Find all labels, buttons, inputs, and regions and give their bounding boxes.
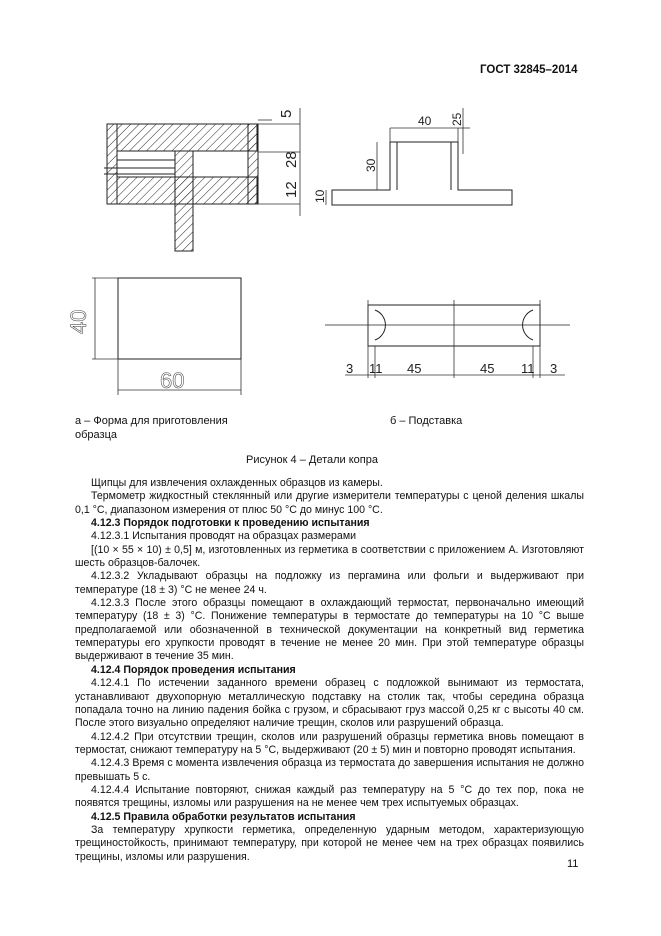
caption-a-line1: а – Форма для приготовления: [75, 415, 228, 427]
dim-b-r3: 45: [407, 361, 422, 376]
para-4: [(10 × 55 × 10) ± 0,5] м, изготовленных из герметика в соответствии с приложением А. Изготовляют шесть образцов-балочек.: [75, 543, 584, 570]
dim-b-40: 40: [418, 114, 432, 128]
dim-5: 5: [278, 109, 295, 118]
caption-a-line2: образца: [75, 429, 117, 441]
para-11: За температуру хрупкости герметика, определенную ударным методом, характеризующую трещиностойкость, принимают температуру, при которой не менее чем на трех образцах появились трещины, изломы или разрушения.: [75, 823, 584, 863]
para-6: 4.12.3.3 После этого образцы помещают в охлаждающий термостат, первоначально имеющий температуру (18 ± 3) °С. Понижение температуры в термостате до температуры на 10 °С выше предполагаемой или обозначенной в технической документации на конкретный вид герметика температуры его хрупкости проводят в течение не менее 20 мин. При этой температуре образцы выдерживают в течение 35 мин.: [75, 597, 584, 663]
para-9: 4.12.4.3 Время с момента извлечения образца из термостата до завершения испытания не должно превышать 5 с.: [75, 757, 584, 783]
dim-b-r4: 45: [480, 361, 495, 376]
dim-40: 40: [66, 309, 91, 334]
para-7: 4.12.4.1 По истечении заданного времени образец с подложкой вынимают из термостата, устанавливают двухопорную металлическую подставку на столик так, чтобы середина образца попадала точно на линию падения бойка с грузом, и сбрасывают груз массой 0,25 кг с высоты 40 см. После этого визуально определяют наличие трещин, сколов или разрушений образца.: [75, 677, 584, 730]
dim-b-r5: 11: [521, 361, 535, 376]
dim-b-25: 25: [450, 112, 464, 126]
caption-b: б – Подставка: [390, 415, 463, 427]
dim-28: 28: [283, 151, 300, 168]
dim-b-30: 30: [364, 158, 378, 172]
para-3: 4.12.3.1 Испытания проводят на образцах размерами: [91, 530, 357, 543]
dim-b-r1: 3: [346, 361, 354, 376]
figure-title: Рисунок 4 – Детали копра: [246, 454, 378, 466]
body-text: [75, 477, 584, 864]
dim-b-r6: 3: [550, 361, 558, 376]
para-10: 4.12.4.4 Испытание повторяют, снижая каждый раз температуру на 5 °С до тех пор, пока не появятся трещины, изломы или разрушения на не менее чем трех испытуемых образцах.: [75, 783, 584, 810]
dim-b-r2: 11: [369, 361, 383, 376]
para-2: Термометр жидкостный стеклянный или другие измерители температуры с ценой деления шкалы 0,1 °С, диапазоном измерения от плюс 50 °С до минус 100 °С.: [75, 490, 584, 516]
heading-4-12-5: 4.12.5 Правила обработки результатов испытания: [91, 810, 356, 823]
caption-a: [75, 414, 228, 442]
para-5: 4.12.3.2 Укладывают образцы на подложку из пергамина или фольги и выдерживают при температуре (18 ± 3) °С не менее 24 ч.: [75, 570, 584, 596]
page-number: 11: [567, 858, 579, 870]
heading-4-12-4: 4.12.4 Порядок проведения испытания: [91, 663, 296, 676]
para-8: 4.12.4.2 При отсутствии трещин, сколов или разрушений образцы герметика вновь помещают в термостат, снижают температуру на 5 °С, выдерживают (20 ± 5) мин и повторно проводят испытания.: [75, 730, 584, 756]
dim-b-10: 10: [313, 189, 327, 203]
dim-12: 12: [283, 181, 300, 198]
heading-4-12-3: 4.12.3 Порядок подготовки к проведению испытания: [91, 517, 370, 530]
para-1: Щипцы для извлечения охлажденных образцов из камеры.: [91, 477, 383, 489]
standard-header: ГОСТ 32845–2014: [480, 64, 578, 76]
dim-60: 60: [160, 368, 185, 393]
